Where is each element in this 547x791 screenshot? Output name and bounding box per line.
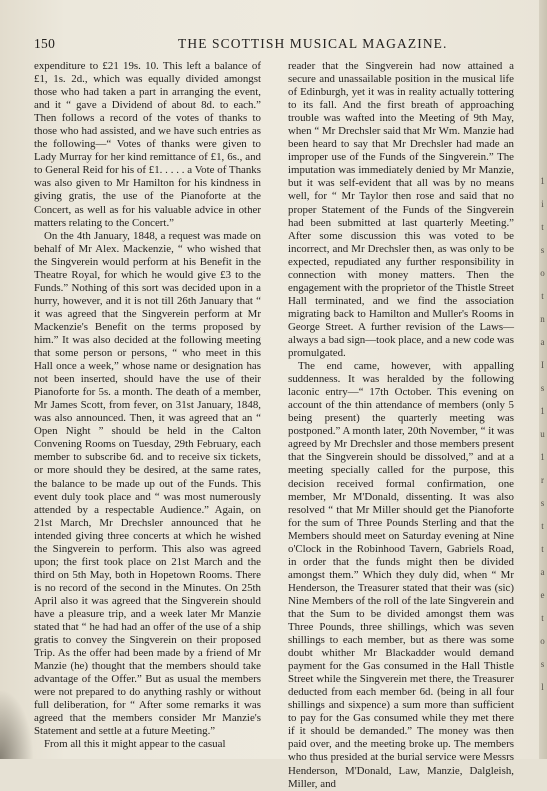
- edge-letter: t: [541, 613, 544, 623]
- corner-shadow: [0, 689, 34, 759]
- paragraph: On the 4th January, 1848, a request was made on behalf of Mr Alex. Mackenzie, “ who wished that the Singverein would perform at his Benefit in the Theatre Royal, for which he would give £3 to the Funds.” Nothing of this sort was decided upon in a hurry, however, and it is not till 26th January that “ it was agreed that the Singverein perform at Mr Mackenzie's Benefit on the terms proposed by him.” It was also decided at the following meeting that some person or persons, “ who meet in this Hall once a week,” whose name or designation has not been inserted, should have the use of their Pianoforte for 5s. a month. The death of a member, Mr James Scott, from fever, on 31st January, 1848, was also announced. Then, it was agreed that an “ Open Night ” should be held in the Calton Convening Rooms on Tuesday, 29th February, each member to subscribe 6d. and to receive six tickets, or more should they be desired, at the same rates, the balance to be made up out of the Funds. This event duly took place and “ was most numerously attended by a respectable Audience.” Again, on 21st March, Mr Drechsler announced that he intended giving three concerts at which he wished the Singverein to perform. This also was agreed upon; the first took place on 21st March and the third on 5th May, both in Hopetown Rooms. There is no record of the second in the Minutes. On 25th April also it was agreed that the Singverein should have a pleasure trip, and a week later Mr Manzie stated that “ he had had an offer of the use of a ship gratis to convey the Singverein on their proposed Trip. As the offer had been made by a friend of Mr Manzie (he) thought that the members should take advantage of the Offer.” But as usual the members were not prepared to do anything rashly or without full deliberation, for “ After some remarks it was agreed that the members consider Mr Manzie's Statement and settle at a future Meeting.”: [34, 229, 261, 738]
- adjacent-page-edge: [539, 0, 547, 759]
- edge-letter: l: [541, 682, 544, 692]
- adjacent-page-letters: [539, 170, 546, 699]
- paragraph: From all this it might appear to the casual: [44, 738, 226, 751]
- edge-letter: r: [541, 475, 544, 485]
- edge-letter: i: [541, 199, 544, 209]
- left-column: [34, 60, 261, 751]
- page-header: [34, 36, 512, 52]
- edge-letter: s: [540, 383, 545, 393]
- edge-letter: e: [540, 590, 545, 600]
- edge-letter: o: [540, 268, 545, 278]
- edge-letter: 1: [540, 452, 545, 462]
- edge-letter: o: [540, 636, 545, 646]
- edge-letter: 1: [540, 176, 545, 186]
- running-title: THE SCOTTISH MUSICAL MAGAZINE.: [178, 36, 448, 51]
- edge-letter: t: [541, 521, 544, 531]
- right-column: [288, 60, 514, 790]
- edge-letter: n: [540, 314, 545, 324]
- edge-letter: t: [541, 544, 544, 554]
- paragraph: expenditure to £21 19s. 10. This left a balance of £1, 1s. 2d., which was equally divided amongst those who had taken a part in arranging the event, and it “ gave a Dividend of about 8d. to each.” Then follows a record of the votes of thanks to those who had assisted, and we have such entries as the following—“ Votes of thanks were given to Lady Murray for her kind remittance of £1, 6s., and to General Reid for his of £1. . . . . a Vote of Thanks was also given to Mr Hamilton for his kindness in giving gratis, the use of the Pianoforte at the Concert, as well as for his valuable advice in other matters relating to the Concert.”: [34, 60, 261, 229]
- edge-letter: I: [541, 360, 544, 370]
- page-number: 150: [34, 36, 56, 51]
- edge-letter: t: [541, 222, 544, 232]
- edge-letter: s: [540, 659, 545, 669]
- edge-letter: a: [540, 337, 545, 347]
- edge-letter: t: [541, 291, 544, 301]
- edge-letter: s: [540, 245, 545, 255]
- edge-letter: 1: [540, 406, 545, 416]
- edge-letter: u: [540, 429, 545, 439]
- edge-letter: a: [540, 567, 545, 577]
- paragraph: The end came, however, with appalling suddenness. It was heralded by the following laconic entry—“ 17th October. This evening on account of the thin attendance of members (only 5 being present) the quarterly meeting was postponed.” A month later, 20th November, “ it was agreed by Mr Drechsler and those members present that the Singverein should be dissolved,” and at a meeting specially called for the purpose, this decision received formal confirmation, one member, Mr M'Donald, dissenting. It was also resolved “ that Mr Miller should get the Pianoforte for the sum of Three Pounds Sterling and that the Members should meet on Saturday evening at Nine o'Clock in the Robinhood Tavern, Gabriels Road, in order that the funds might then be divided amongst them.” Which they duly did, when “ Mr Henderson, the Treasurer stated that their was (sic) Nine Members of the roll of the late Singverein and that the Sum to be divided amongst them was Three Pounds, three shillings, which was seven shillings to each member, but as there was some doubt whither Mr Blackadder would demand payment for the Gas consumed in the Hall Thistle Street while the Singverein met there, the Treasurer deducted from each member 6d. (being in all four shillings and sixpence) a sum more than sufficient to pay for the Gas consumed while they met there if it should be demanded.” The money was then paid over, and the meeting broke up. The members who thus presided at the burial service were Messrs Henderson, M'Donald, Law, Manzie, Dalgleish, Miller, and: [288, 360, 514, 790]
- edge-letter: s: [540, 498, 545, 508]
- paragraph: reader that the Singverein had now attained a secure and unassailable position in the musical life of Edinburgh, yet it was in reality actually tottering to its fall. And the first breath of approaching trouble was wafted into the Meeting of 9th May, when “ Mr Drechsler said that Mr Wm. Manzie had been heard to say that Mr Drechsler had made an improper use of the Funds of the Singverein.” The imputation was immediately denied by Mr Manzie, but it was self-evident that all was by no means well, for “ Mr Taylor then rose and said that no proper Statement of the Funds of the Singverein had been submitted at last quarterly Meeting.” After some discussion this was voted to be incorrect, and Mr Drechsler then, as was only to be expected, repudiated any further responsibility in connection with money matters. Then the engagement with the proprietor of the Thistle Street Hall terminated, and we find the association migrating back to Hamilton and Muller's Rooms in George Street. A further revision of the Laws—always a bad sign—took place, and a new code was promulgated.: [288, 60, 514, 360]
